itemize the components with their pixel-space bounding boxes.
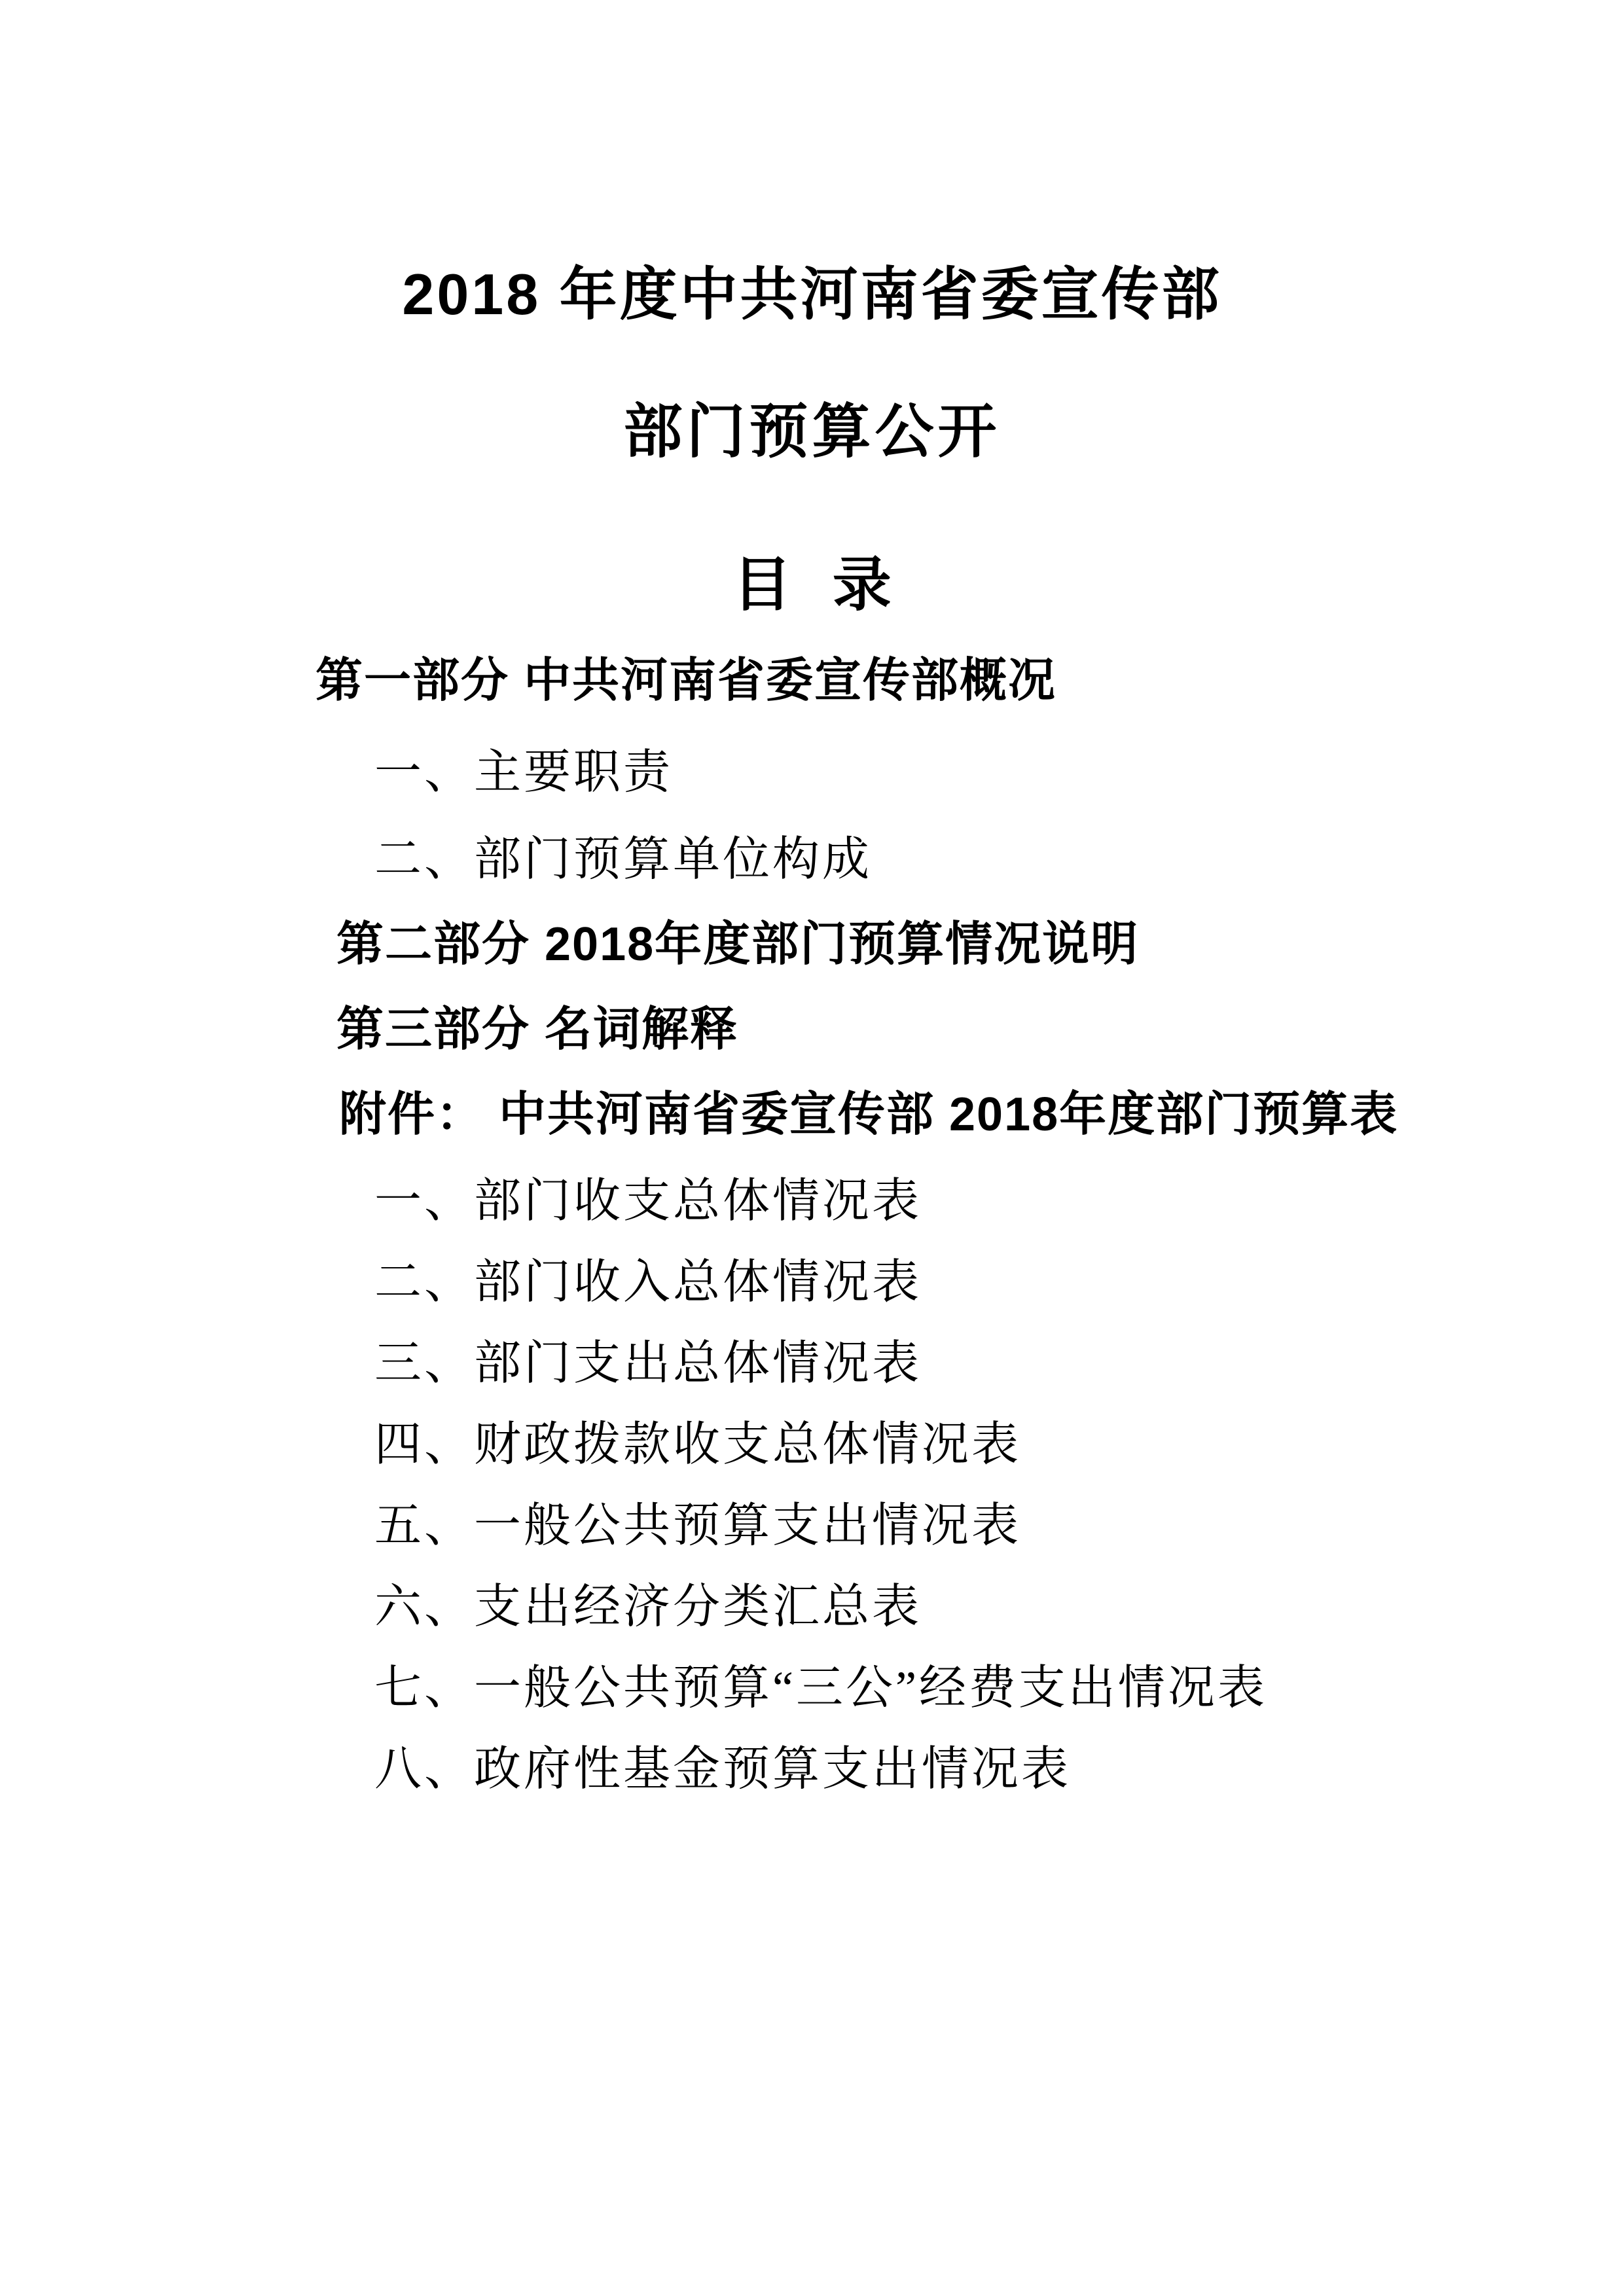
toc-entry-table4: 四、财政拨款收支总体情况表 (374, 1418, 1022, 1471)
toc-entry-table1: 一、部门收支总体情况表 (374, 1175, 922, 1227)
toc-entry-table2: 二、部门收入总体情况表 (374, 1256, 922, 1308)
document-title-line2: 部门预算公开 (623, 399, 1001, 465)
toc-heading: 目 录 (732, 553, 892, 618)
toc-entry-appendix: 附件： 中共河南省委宣传部 2018年度部门预算表 (339, 1088, 1399, 1141)
toc-entry-table8: 八、政府性基金预算支出情况表 (374, 1743, 1072, 1795)
toc-entry-table7: 七、一般公共预算“三公”经费支出情况表 (374, 1662, 1267, 1714)
toc-entry-part3: 第三部分 名词解释 (336, 1003, 739, 1056)
toc-entry-part1-item2: 二、部门预算单位构成 (374, 833, 873, 886)
toc-entry-part1: 第一部分 中共河南省委宣传部概况 (316, 655, 1057, 707)
toc-entry-part2: 第二部分 2018年度部门预算情况说明 (336, 918, 1140, 971)
toc-entry-table6: 六、支出经济分类汇总表 (374, 1581, 922, 1633)
document-title-line1: 2018 年度中共河南省委宣传部 (402, 262, 1222, 327)
toc-entry-table3: 三、部门支出总体情况表 (374, 1337, 922, 1390)
toc-entry-part1-item1: 一、主要职责 (374, 746, 674, 798)
toc-entry-table5: 五、一般公共预算支出情况表 (374, 1499, 1022, 1552)
